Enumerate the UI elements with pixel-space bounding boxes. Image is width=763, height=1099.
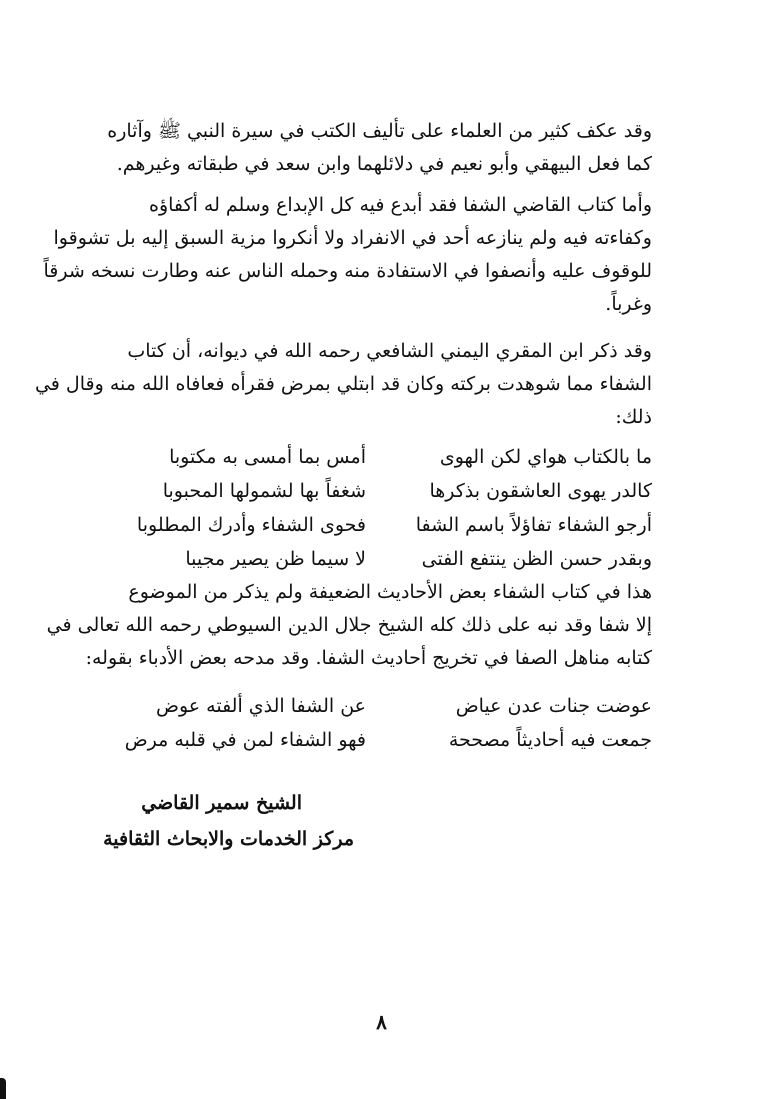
paragraph-4: [46, 576, 652, 675]
text-line: الشفاء مما شوهدت بركته وكان قد ابتلي بمرض فقرأه فعافاه الله منه وقال في: [34, 373, 652, 395]
verse-first-hemistich: عوضت جنات عدن عياض: [455, 695, 652, 717]
poem-verse: [104, 440, 652, 474]
text-line: كما فعل البيهقي وأبو نعيم في دلائلهما وابن سعد في طبقاته وغيرهم.: [116, 153, 652, 175]
paragraph-3: [34, 335, 652, 434]
verse-first-hemistich: وبقدر حسن الظن ينتفع الفتى: [421, 548, 652, 570]
scan-edge-mark: [0, 1078, 6, 1099]
poem-verse: [104, 542, 652, 576]
text-line: ذلك:: [615, 406, 652, 428]
poem-verse: [104, 689, 652, 723]
verse-second-hemistich: فهو الشفاء لمن في قلبه مرض: [124, 729, 366, 751]
signature-name: الشيخ سمير القاضي: [141, 792, 302, 814]
signature-organization: مركز الخدمات والابحاث الثقافية: [103, 828, 354, 850]
text-line: كتابه مناهل الصفا في تخريج أحاديث الشفا. وقد مدحه بعض الأدباء بقوله:: [85, 647, 652, 669]
verse-second-hemistich: لا سيما ظن يصير مجيبا: [185, 548, 366, 570]
poem-verse: [104, 474, 652, 508]
text-line: للوقوف عليه وأنصفوا في الاستفادة منه وحمله الناس عنه وطارت نسخه شرقاً: [43, 260, 652, 282]
poem-2: [104, 689, 652, 757]
text-line: وقد عكف كثير من العلماء على تأليف الكتب في سيرة النبي ﷺ وآثاره: [107, 120, 652, 142]
text-line: إلا شفا وقد نبه على ذلك كله الشيخ جلال الدين السيوطي رحمه الله تعالى في: [46, 614, 652, 636]
poem-1: [104, 440, 652, 576]
page-number: ٨: [376, 1010, 387, 1034]
verse-first-hemistich: كالدر يهوى العاشقون بذكرها: [429, 480, 652, 502]
verse-second-hemistich: فحوى الشفاء وأدرك المطلوبا: [136, 514, 366, 536]
text-line: وأما كتاب القاضي الشفا فقد أبدع فيه كل الإبداع وسلم له أكفاؤه: [149, 194, 652, 216]
text-line: وكفاءته فيه ولم ينازعه أحد في الانفراد ولا أنكروا مزية السبق إليه بل تشوقوا: [53, 227, 652, 249]
verse-second-hemistich: عن الشفا الذي ألفته عوض: [155, 695, 366, 717]
paragraph-1: [104, 115, 652, 181]
text-line: وقد ذكر ابن المقري اليمني الشافعي رحمه الله في ديوانه، أن كتاب: [127, 340, 652, 362]
verse-second-hemistich: شغفاً بها لشمولها المحبوبا: [162, 480, 366, 502]
text-line: هذا في كتاب الشفاء بعض الأحاديث الضعيفة ولم يذكر من الموضوع: [128, 581, 652, 603]
text-line: وغرباً.: [605, 293, 652, 315]
paragraph-2: [43, 189, 652, 321]
poem-verse: [104, 723, 652, 757]
verse-first-hemistich: أرجو الشفاء تفاؤلاً باسم الشفا: [415, 514, 652, 536]
verse-second-hemistich: أمس بما أمسى به مكتوبا: [169, 446, 366, 468]
poem-verse: [104, 508, 652, 542]
verse-second-hemistich: جمعت فيه أحاديثاً مصححة: [448, 729, 652, 751]
verse-first-hemistich: ما بالكتاب هواي لكن الهوى: [439, 446, 652, 468]
